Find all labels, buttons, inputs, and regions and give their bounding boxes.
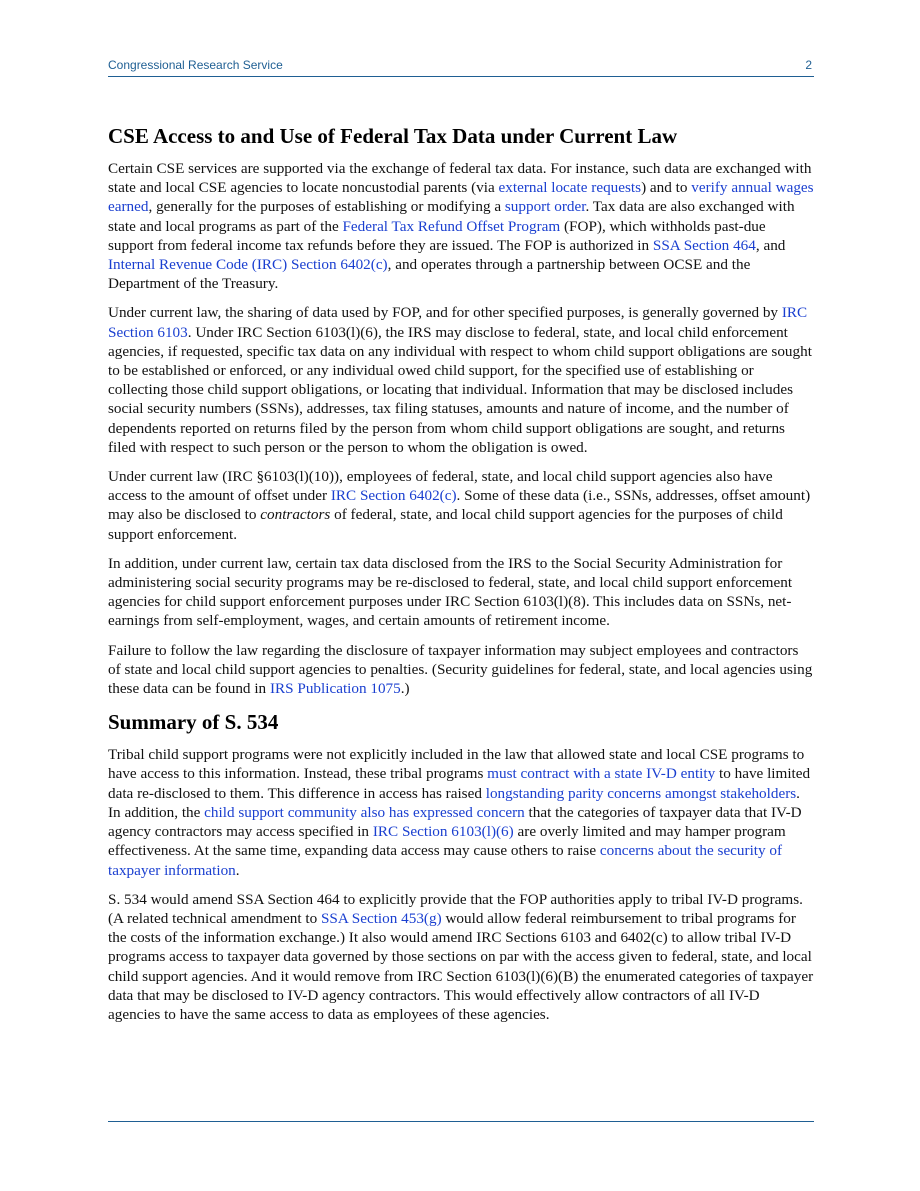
emphasis-contractors: contractors [260, 506, 331, 524]
text: Certain CSE services are supported via the exchange of federal tax data. For instance, such data are exchanged with state and local CSE agencies to locate noncustodial parents (via [108, 160, 812, 197]
text: to have limited data re-disclosed to them. This difference in access has raised [108, 765, 811, 802]
paragraph [108, 467, 814, 544]
text: are overly limited and may hamper program effectiveness. At the same time, expanding data access may cause others to raise [108, 823, 786, 860]
link-irc-section-6103l6[interactable]: IRC Section 6103(l)(6) [372, 823, 514, 841]
link-federal-tax-refund-offset-program[interactable]: Federal Tax Refund Offset Program [342, 217, 561, 235]
link-support-order[interactable]: support order [504, 198, 586, 216]
link-child-support-concern[interactable]: child support community also has expressed concern [204, 803, 525, 821]
paragraph [108, 159, 814, 293]
footer-divider [108, 1121, 814, 1122]
text: , generally for the purposes of establishing or modifying a [148, 198, 505, 216]
text: Failure to follow the law regarding the disclosure of taxpayer information may subject employees and contractors of state and local child support agencies to penalties. (Security guidelines for federal, state, and local agencies using these data can be found in [108, 641, 813, 698]
text: would allow federal reimbursement to tribal programs for the costs of the information exchange.) It also would amend IRC Sections 6103 and 6402(c) to allow tribal IV-D programs access to taxpayer data governed by those sections on par with the access given to federal, state, and local child support agencies. And it would remove from IRC Section 6103(l)(6)(B) the enumerated categories of taxpayer data that may be disclosed to IV-D agency contractors. This would effectively allow contractors of all IV-D agencies to have the same access to data as employees of these agencies. [108, 909, 814, 1023]
paragraph [108, 641, 814, 699]
link-verify-annual-wages[interactable]: verify annual wages earned [108, 179, 814, 216]
link-ssa-section-453g[interactable]: SSA Section 453(g) [320, 909, 442, 927]
link-security-concerns[interactable]: concerns about the security of taxpayer information [108, 842, 783, 879]
page-header [108, 56, 814, 77]
text: .) [400, 680, 410, 698]
text: of federal, state, and local child support agencies for the purposes of child support enforcement. [108, 506, 783, 543]
link-irc-section-6402c[interactable]: Internal Revenue Code (IRC) Section 6402(c) [108, 256, 388, 274]
text: . Tax data are also exchanged with state and local programs as part of the [108, 198, 795, 235]
link-external-locate-requests[interactable]: external locate requests [498, 179, 642, 197]
text: Under current law (IRC §6103(l)(10)), employees of federal, state, and local child support agencies also have access to the amount of offset under [108, 468, 773, 505]
text: . Under IRC Section 6103(l)(6), the IRS may disclose to federal, state, and local child enforcement agencies, if requested, specific tax data on any individual with respect to whom child support obligations are sought to be established or enforced, or any individual owed child support, for the specified use of establishing or collecting those child support obligations, or locating that individual. Information that may be disclosed includes social security numbers (SSNs), addresses, tax filing statuses, amounts and nature of income, and the number of dependents reported on returns filed by the person from whom child support obligations are sought, and returns filed with respect to such person or the person to whom the obligation is owed. [108, 323, 812, 456]
text: , and [755, 236, 786, 254]
link-irc-section-6402c[interactable]: IRC Section 6402(c) [330, 487, 457, 505]
section-heading-summary: Summary of S. 534 [108, 710, 279, 735]
link-contract-state-ivd[interactable]: must contract with a state IV-D entity [487, 765, 716, 783]
text: (FOP), which withholds past-due support from federal income tax refunds before they are issued. The FOP is authorized in [108, 217, 766, 254]
text: . [235, 861, 240, 879]
text: ) and to [641, 179, 692, 197]
link-ssa-section-464[interactable]: SSA Section 464 [652, 236, 756, 254]
page-number: 2 [805, 58, 812, 72]
link-irs-publication-1075[interactable]: IRS Publication 1075 [269, 680, 401, 698]
text: , and operates through a partnership between OCSE and the Department of the Treasury. [108, 256, 751, 293]
paragraph [108, 303, 814, 457]
text: . Some of these data (i.e., SSNs, addresses, offset amount) may also be disclosed to [108, 487, 811, 524]
section-heading-current-law: CSE Access to and Use of Federal Tax Data under Current Law [108, 124, 678, 148]
paragraph [108, 890, 814, 1024]
document-body [108, 122, 814, 1034]
text: that the categories of taxpayer data that IV-D agency contractors may access specified in [108, 803, 802, 841]
link-parity-concerns[interactable]: longstanding parity concerns amongst stakeholders [485, 784, 797, 802]
link-irc-section-6103[interactable]: IRC Section 6103 [108, 304, 808, 341]
paragraph: In addition, under current law, certain tax data disclosed from the IRS to the Social Security Administration for administering social security programs may be re-disclosed to federal, state, and local child support enforcement agencies for child support enforcement purposes under IRC Section 6103(l)(8). This includes data on SSNs, net-earnings from self-employment, wages, and certain amounts of retirement income. [108, 554, 793, 630]
text: Tribal child support programs were not explicitly included in the law that allowed state and local CSE programs to have access to this information. Instead, these tribal programs [108, 746, 805, 783]
paragraph [108, 745, 814, 879]
text: . In addition, the [108, 784, 800, 821]
header-source: Congressional Research Service [108, 58, 283, 72]
text: Under current law, the sharing of data used by FOP, and for other specified purposes, is generally governed by [108, 304, 782, 322]
text: S. 534 would amend SSA Section 464 to explicitly provide that the FOP authorities apply to tribal IV-D programs. (A related technical amendment to [108, 890, 803, 927]
